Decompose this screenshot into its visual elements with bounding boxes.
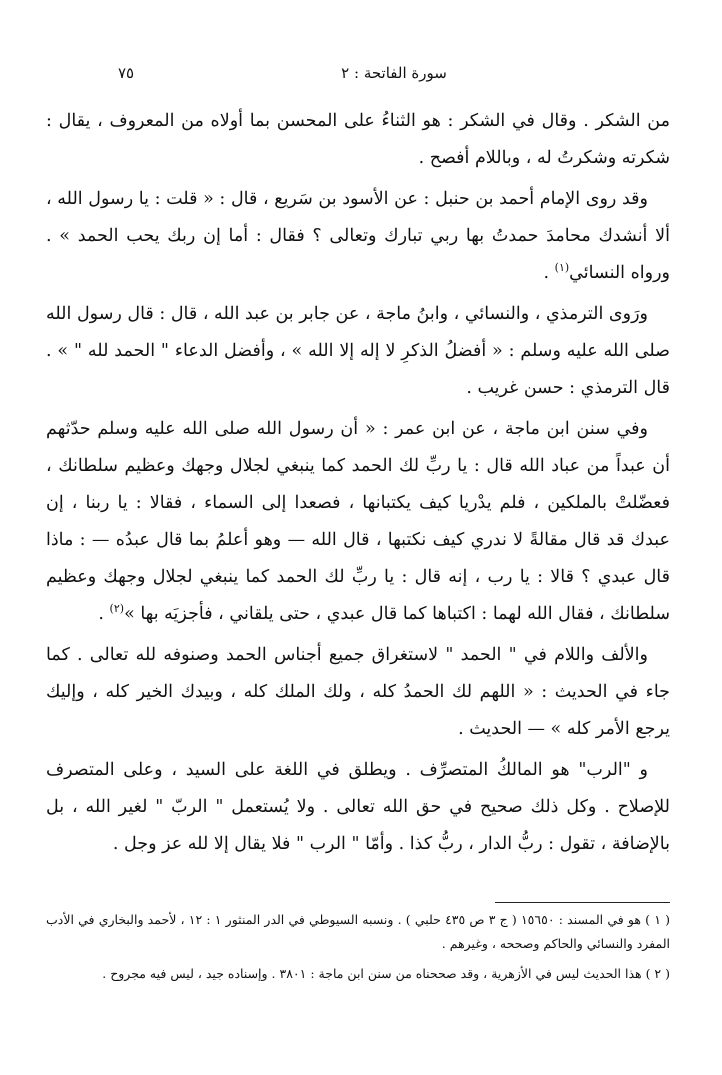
footnote-2: ( ٢ ) هذا الحديث ليس في الأزهرية ، وقد صححناه من سنن ابن ماجة : ٣٨٠١ . وإسناده جيد ، ليس فيه مجروح . xyxy=(102,966,670,981)
footnote-1: ( ١ ) هو في المسند : ١٥٦٥٠ ( ج ٣ ص ٤٣٥ حلبي ) . ونسبه السيوطي في الدر المنثور ١ : ١٢ ، لأحمد والبخاري في الأدب المفرد والنسائي والحاكم وصححه ، وغيرهم . xyxy=(46,912,670,951)
footnote-ref-1: (١) xyxy=(554,261,570,275)
footnotes xyxy=(46,908,670,992)
paragraph-tirmidhi-hadith xyxy=(46,296,670,407)
paragraph-text: من الشكر . وقال في الشكر : هو الثناءُ على المحسن بما أولاه من المعروف ، يقال : شكرته وشكرتُ له ، وباللام أفصح . xyxy=(46,111,670,168)
paragraph-ibn-majah-hadith: وفي سنن ابن ماجة ، عن ابن عمر : « أن رسول الله صلى الله عليه وسلم حدّثهم أن عبداً من عباد الله قال : يا ربِّ لك الحمد كما ينبغي لجلال وجهك وعظيم سلطانك ، فعضّلتْ بالملكين ، فلم يدْريا كيف يكتبانها ، فصعدا إلى السماء ، فقالا : يا ربنا ، إن عبدك قد قال مقالةً لا ندري كيف نكتبها ، قال الله — وهو أعلمُ بما قال عبدُه — : ماذا قال عبدي ؟ قالا : يا رب ، إنه قال : يا ربِّ لك الحمد كما ينبغي لجلال وجهك وعظيم سلطانك ، فقال الله لهما : اكتباها كما قال عبدي ، حتى يلقاني ، فأجزيَه بها »$^{(٢)}$ . xyxy=(46,419,670,624)
running-title: سورة الفاتحة : ٢ xyxy=(341,64,447,82)
paragraph-text: وفي سنن ابن ماجة ، عن ابن عمر : « أن رسول الله صلى الله عليه وسلم حدّثهم أن عبداً من عباد الله قال : يا ربِّ لك الحمد كما ينبغي لجلال وجهك وعظيم سلطانك ، فعضّلتْ بالملكين ، فلم يدْريا كيف يكتبانها ، فصعدا إلى السماء ، فقالا : يا ربنا ، إن عبدك قد قال مقالةً لا ندري كيف نكتبها ، قال الله — وهو أعلمُ بما قال عبدُه — : ماذا قال عبدي ؟ قالا : يا رب ، إنه قال : يا ربِّ لك الحمد كما ينبغي لجلال وجهك وعظيم سلطانك ، فقال الله لهما : اكتباها كما قال عبدي ، حتى يلقاني ، فأجزيَه بها » xyxy=(46,419,670,624)
running-header xyxy=(118,62,670,88)
paragraph-rabb xyxy=(46,752,670,863)
paragraph-text: ورَوى الترمذي ، والنسائي ، وابنُ ماجة ، عن جابر بن عبد الله ، قال : قال رسول الله صلى الله عليه وسلم : « أفضلُ الذكرِ لا إله إلا الله » ، وأفضل الدعاء " الحمد لله " » . قال الترمذي : حسن غريب . xyxy=(46,304,670,398)
page-number: ٧٥ xyxy=(118,64,135,82)
paragraph-text: و "الرب" هو المالكُ المتصرِّف . ويطلق في اللغة على السيد ، وعلى المتصرف للإصلاح . وكل ذلك صحيح في حق الله تعالى . ولا يُستعمل " الربّ " لغير الله ، بل بالإضافة ، تقول : ربُّ الدار ، ربُّ كذا . وأمّا " الرب " فلا يقال إلا لله عز وجل . xyxy=(46,760,670,854)
paragraph-text: والألف واللام في " الحمد " لاستغراق جميع أجناس الحمد وصنوفه لله تعالى . كما جاء في الحديث : « اللهم لك الحمدُ كله ، ولك الملك كله ، وبيدك الخير كله ، وإليك يرجع الأمر كله » — الحديث . xyxy=(46,645,670,739)
footnote-ref-2: (٢) xyxy=(109,602,125,616)
main-text xyxy=(46,103,670,867)
paragraph-ahmad-hadith: وقد روى الإمام أحمد بن حنبل : عن الأسود بن سَريع ، قال : « قلت : يا رسول الله ، ألا أنشدك محامدَ حمدتُ بها ربي تبارك وتعالى ؟ فقال : أما إن ربك يحب الحمد » . ورواه النسائي$^{(١)}$ . xyxy=(46,189,670,283)
footnote-divider xyxy=(495,902,670,903)
paragraph-shukr xyxy=(46,103,670,177)
paragraph-text: وقد روى الإمام أحمد بن حنبل : عن الأسود بن سَريع ، قال : « قلت : يا رسول الله ، ألا أنشدك محامدَ حمدتُ بها ربي تبارك وتعالى ؟ فقال : أما إن ربك يحب الحمد » . ورواه النسائي xyxy=(46,189,670,283)
paragraph-alif-lam xyxy=(46,637,670,748)
